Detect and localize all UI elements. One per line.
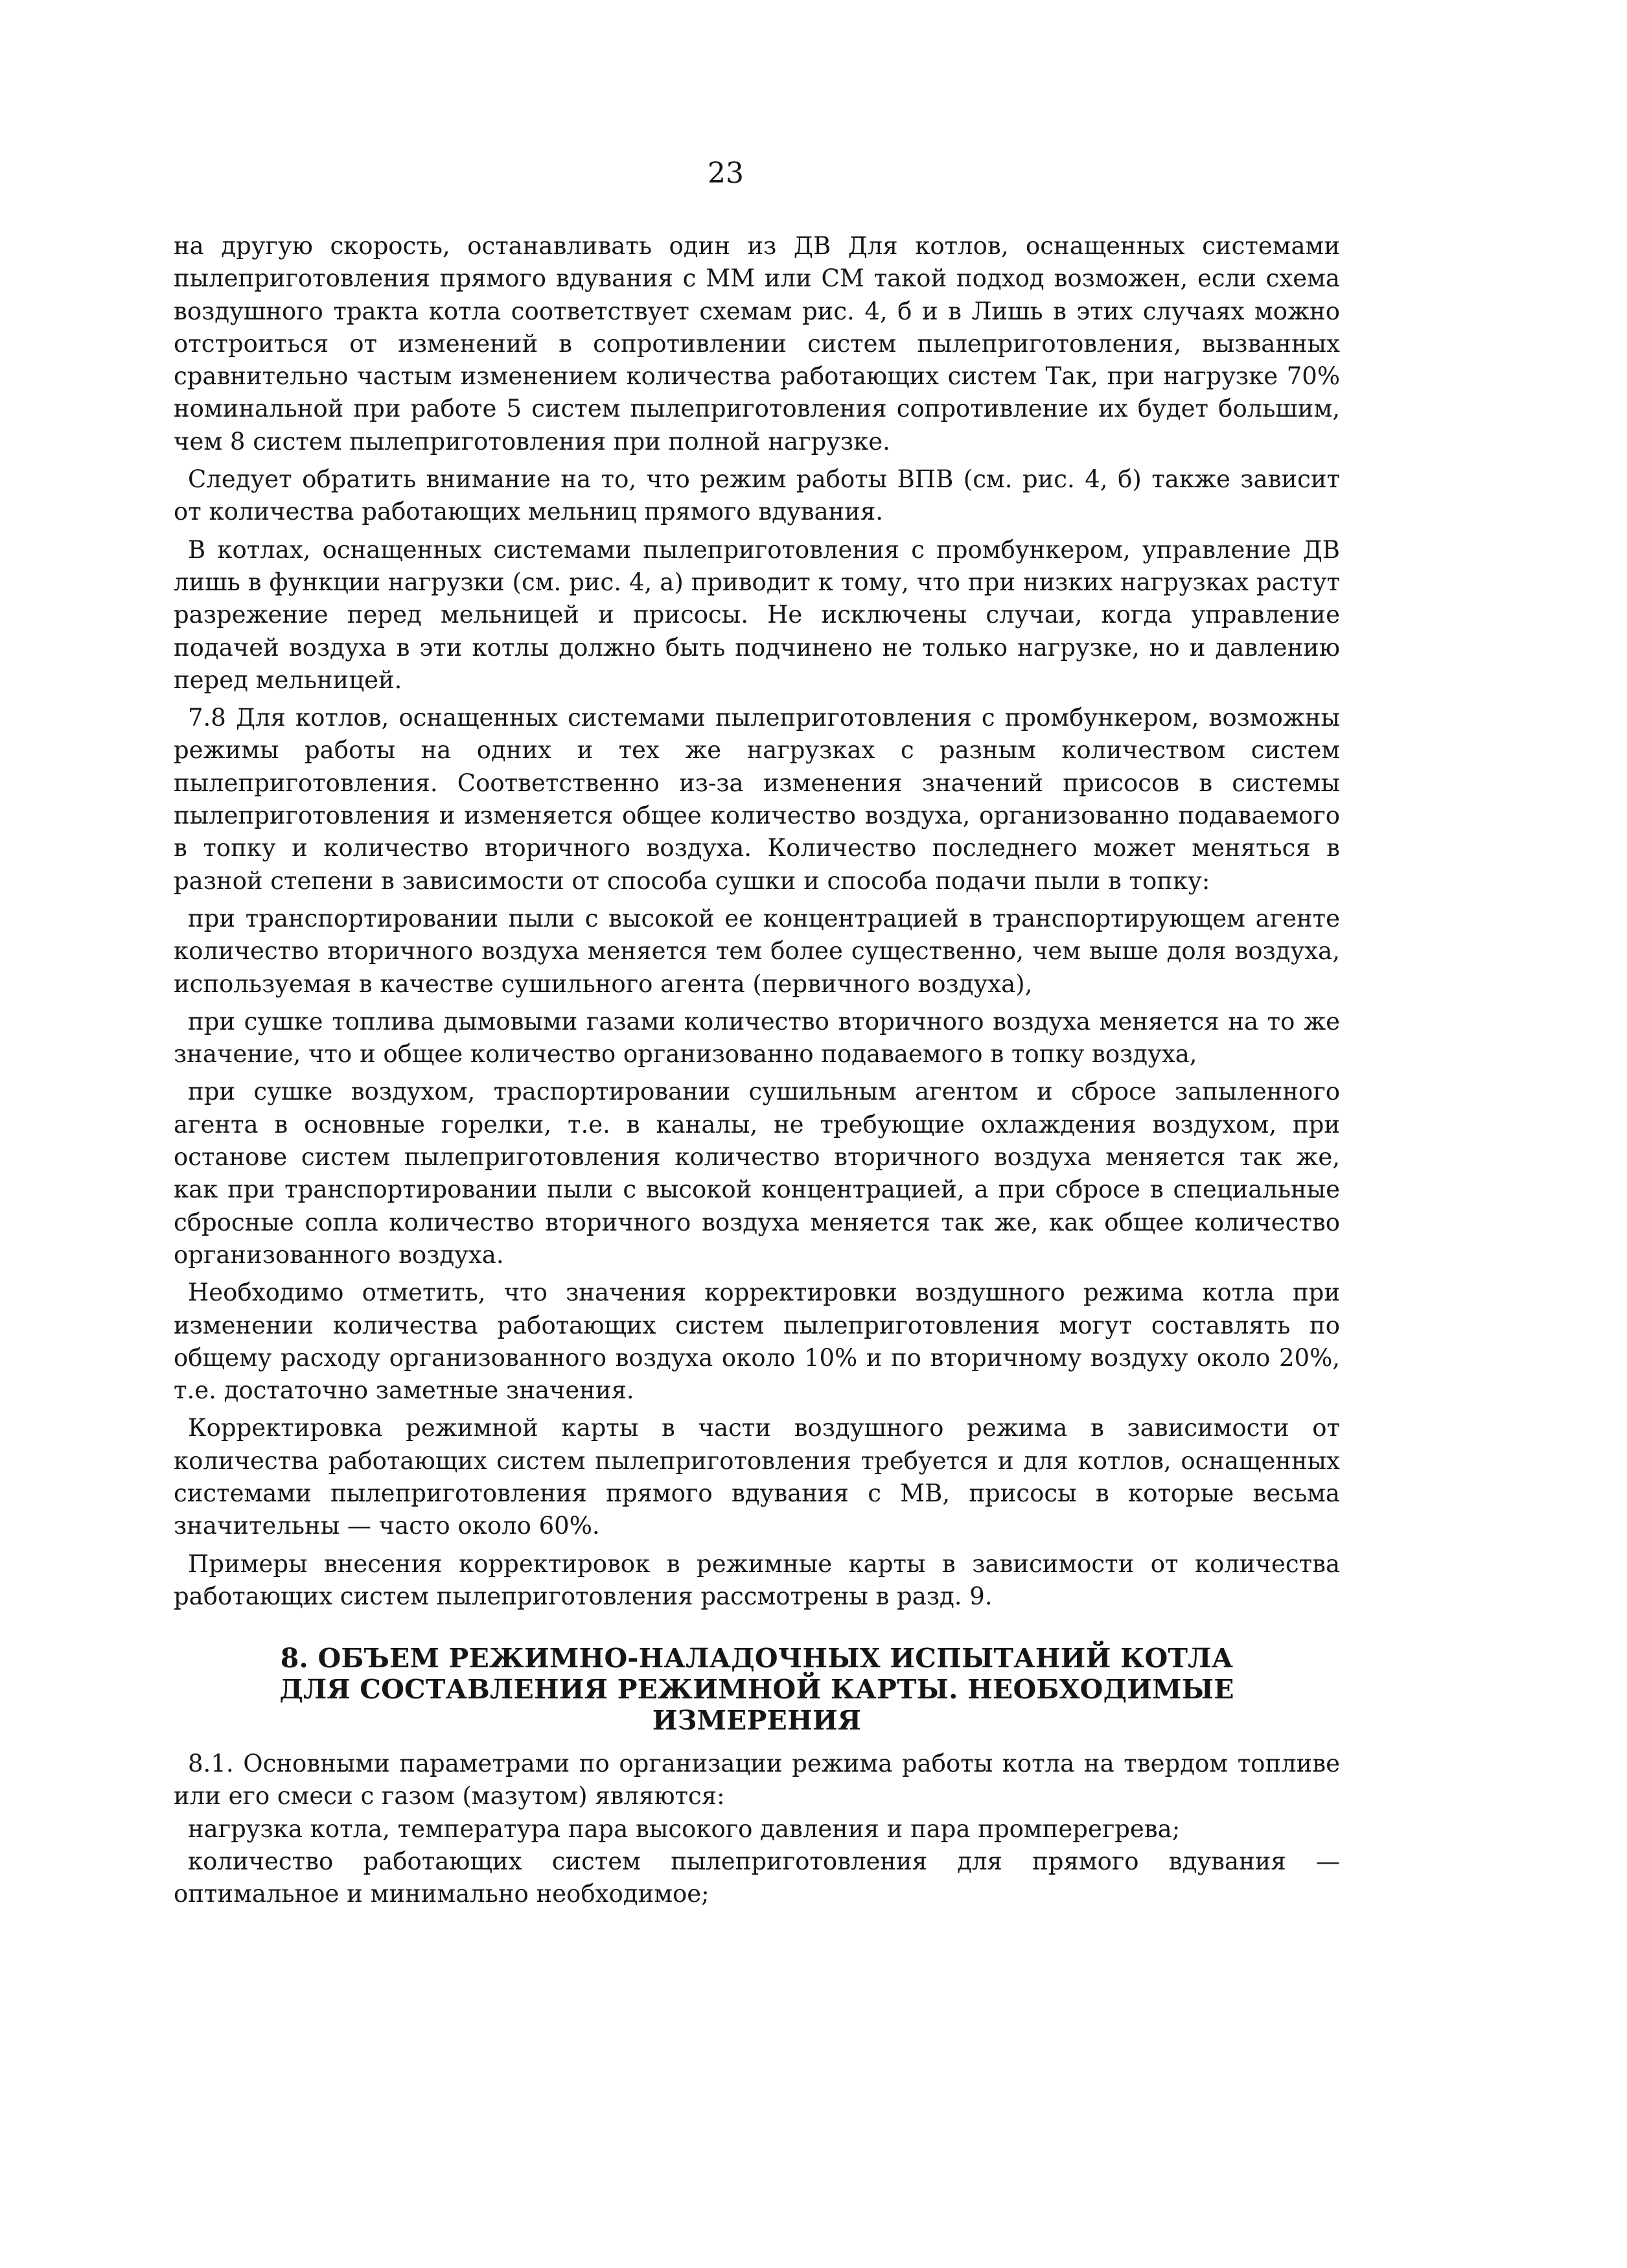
paragraph: при транспортировании пыли с высокой ее концентрацией в транспортирующем агенте количество вторичного воздуха меняется тем более существенно, чем выше доля воздуха, используемая в качестве сушильного агента (первичного воздуха), [174,904,1340,998]
paragraph: Примеры внесения корректировок в режимные карты в зависимости от количества работающих систем пылеприготовления рассмотрены в разд. 9. [174,1549,1340,1610]
paragraph: Корректировка режимной карты в части воздушного режима в зависимости от количества работающих систем пылеприготовления требуется и для котлов, оснащенных системами пылеприготовления прямого вдувания с МВ, присосы в которые весьма значительны — часто около 60%. [174,1414,1340,1540]
page-number: 23 [708,157,744,190]
section-heading [174,1643,1340,1736]
paragraph: при сушке топлива дымовыми газами количество вторичного воздуха меняется на то же значение, что и общее количество организованно подаваемого в топку воздуха, [174,1007,1340,1069]
paragraph: В котлах, оснащенных системами пылеприготовления с промбункером, управление ДВ лишь в функции нагрузки (см. рис. 4, а) приводит к тому, что при низких нагрузках растут разрежение перед мельницей и присосы. Не исключены случаи, когда управление подачей воздуха в эти котлы должно быть подчинено не только нагрузке, но и давлению перед мельницей. [174,535,1340,694]
paragraph: Необходимо отметить, что значения корректировки воздушного режима котла при изменении количества работающих систем пылеприготовления могут составлять по общему расходу организованного воздуха около 10% и по вторичному воздуху около 20%, т.е. достаточно заметные значения. [174,1279,1340,1405]
paragraph: на другую скорость, останавливать один из ДВ Для котлов, оснащенных системами пылеприготовления прямого вдувания с ММ или СМ такой подход возможен, если схема воздушного тракта котла соответствует схемам рис. 4, б и в Лишь в этих случаях можно отстроиться от изменений в сопротивлении систем пылеприготовления, вызванных сравнительно частым изменением количества работающих систем Так, при нагрузке 70% номинальной при работе 5 систем пылеприготовления сопротивление их будет большим, чем 8 систем пылеприготовления при полной нагрузке. [174,232,1340,456]
body-text [174,230,1340,1911]
paragraph: при сушке воздухом, траспортировании сушильным агентом и сбросе запыленного агента в основные горелки, т.е. в каналы, не требующие охлаждения воздухом, при останове систем пылеприготовления количество вторичного воздуха меняется так же, как при транспортировании пыли с высокой концентрацией, а при сбросе в специальные сбросные сопла количество вторичного воздуха меняется так же, как общее количество организованного воздуха. [174,1078,1340,1269]
paragraph: Следует обратить внимание на то, что режим работы ВПВ (см. рис. 4, б) также зависит от количества работающих мельниц прямого вдувания. [174,465,1340,526]
section-heading-line: 8. ОБЪЕМ РЕЖИМНО-НАЛАДОЧНЫХ ИСПЫТАНИЙ КОТЛА [280,1643,1234,1674]
paragraph: количество работающих систем пылеприготовления для прямого вдувания — оптимальное и минимально необходимое; [174,1847,1340,1908]
paragraph: 7.8 Для котлов, оснащенных системами пылеприготовления с промбункером, возможны режимы работы на одних и тех же нагрузках с разным количеством систем пылеприготовления. Соответственно из-за изменения значений присосов в системы пылеприготовления и изменяется общее количество воздуха, организованно подаваемого в топку и количество вторичного воздуха. Количество последнего может меняться в разной степени в зависимости от способа сушки и способа подачи пыли в топку: [174,704,1340,895]
section-heading-line: ДЛЯ СОСТАВЛЕНИЯ РЕЖИМНОЙ КАРТЫ. НЕОБХОДИМЫЕ ИЗМЕРЕНИЯ [279,1674,1234,1737]
paragraph: нагрузка котла, температура пара высокого давления и пара промперегрева; [188,1814,1181,1843]
paragraph: 8.1. Основными параметрами по организации режима работы котла на твердом топливе или его смеси с газом (мазутом) являются: [174,1750,1340,1811]
